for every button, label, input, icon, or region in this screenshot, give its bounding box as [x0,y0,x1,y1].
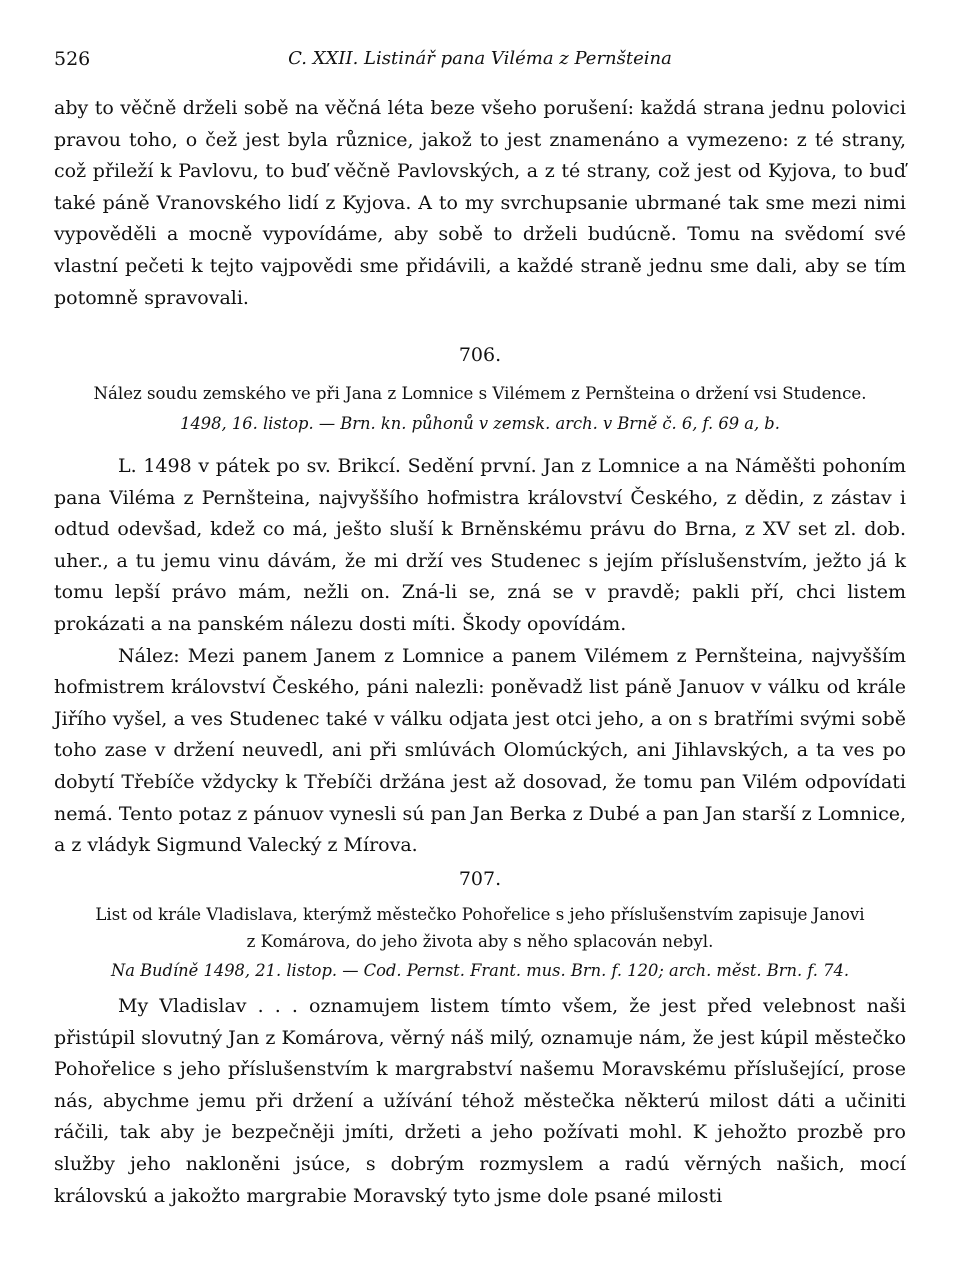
entry-title-707-line-1: List od krále Vladislava, kterýmž městečko Pohořelice s jeho příslušenstvím zapisuje Janovi [95,905,865,924]
page-number: 526 [54,48,91,70]
entry-number-706: 706. [458,344,502,366]
entry-body-707 [54,991,906,1212]
entry-source-707: Na Budíně 1498, 21. listop. — Cod. Pernst. Frant. mus. Brn. f. 120; arch. měst. Brn. f. 74. [110,961,850,980]
entry-title-707 [54,901,906,955]
entry-source-706: 1498, 16. listop. — Brn. kn. půhonů v zemsk. arch. v Brně č. 6, f. 69 a, b. [180,414,780,433]
entry-707-paragraph-1: My Vladislav . . . oznamujem listem tímto všem, že jest před velebnost naši přistúpil slovutný Jan z Komárova, věrný náš milý, oznamuje nám, že jest kúpil městečko Pohořelice s jeho příslušenstvím k margrabství našemu Moravskému příslušející, prose nás, abychme jemu při držení a užívání téhož městečka některú milost dáti a učiniti ráčili, tak aby je bezpečněji jmíti, držeti a jeho požívati mohl. K jehožto prozbě pro služby jeho nakloněni jsúce, s dobrým rozmyslem a radú věrných našich, mocí královskú a jakožto margrabie Moravský tyto jsme dole psané milosti [54,995,907,1207]
entry-706-paragraph-1: L. 1498 v pátek po sv. Brikcí. Sedění první. Jan z Lomnice a na Náměšti pohoním pana Viléma z Pernšteina, najvyššího hofmistra království Českého, z dědin, z zástav i odtud odevšad, kdež co má, ješto sluší k Brněnskému právu do Brna, z XV set zl. dob. uher., a tu jemu vinu dávám, že mi drží ves Studenec s jejím příslušenstvím, ježto já k tomu lepší právo mám, nežli on. Zná-li se, zná se v pravdě; pakli pří, chci listem prokázati a na panském nálezu dosti míti. Škody opovídám. [54,455,906,635]
intro-paragraph: aby to věčně drželi sobě na věčná léta beze všeho porušení: každá strana jednu polovici pravou toho, o čež jest byla různice, jakož to jest znamenáno a vymezeno: z té strany, což přileží k Pavlovu, to buď věčně Pavlovských, a z té strany, což jest od Kyjova, to buď také páně Vranovského lidí z Kyjova. A to my svrchupsanie ubrmané tak sme mezi nimi vypověděli a mocně vypovídáme, aby sobě to drželi budúcně. Tomu na svědomí své vlastní pečeti k tejto vajpovědi sme přidávili, a každé straně jednu sme dali, aby se tím potomně spravovali. [54,97,906,309]
running-title: C. XXII. Listinář pana Viléma z Pernšteina [288,48,672,69]
entry-title-706: Nález soudu zemského ve při Jana z Lomnice s Vilémem z Pernšteina o držení vsi Studence. [93,384,867,403]
page-header [54,48,906,74]
entry-title-707-line-2: z Komárova, do jeho života aby s něho splacován nebyl. [246,932,714,951]
intro-paragraph-block [54,93,906,314]
entry-706-paragraph-2: Nález: Mezi panem Janem z Lomnice a panem Vilémem z Pernšteina, najvyšším hofmistrem království Českého, páni nalezli: poněvadž list páně Januov v válku od krále Jiřího vyšel, a ves Studenec také v válku odjata jest otci jeho, a on s bratřími svými sobě toho zase v držení neuvedl, ani při smlúvách Olomúckých, ani Jihlavských, a ta ves po dobytí Třebíče vždycky k Třebíči držána jest až dosovad, že tomu pan Vilém odpovídati nemá. Tento potaz z pánuov vynesli sú pan Jan Berka z Dubé a pan Jan starší z Lomnice, a z vládyk Sigmund Valecký z Mírova. [54,644,906,857]
entry-number-707: 707. [458,868,502,890]
entry-body-706 [54,451,906,862]
